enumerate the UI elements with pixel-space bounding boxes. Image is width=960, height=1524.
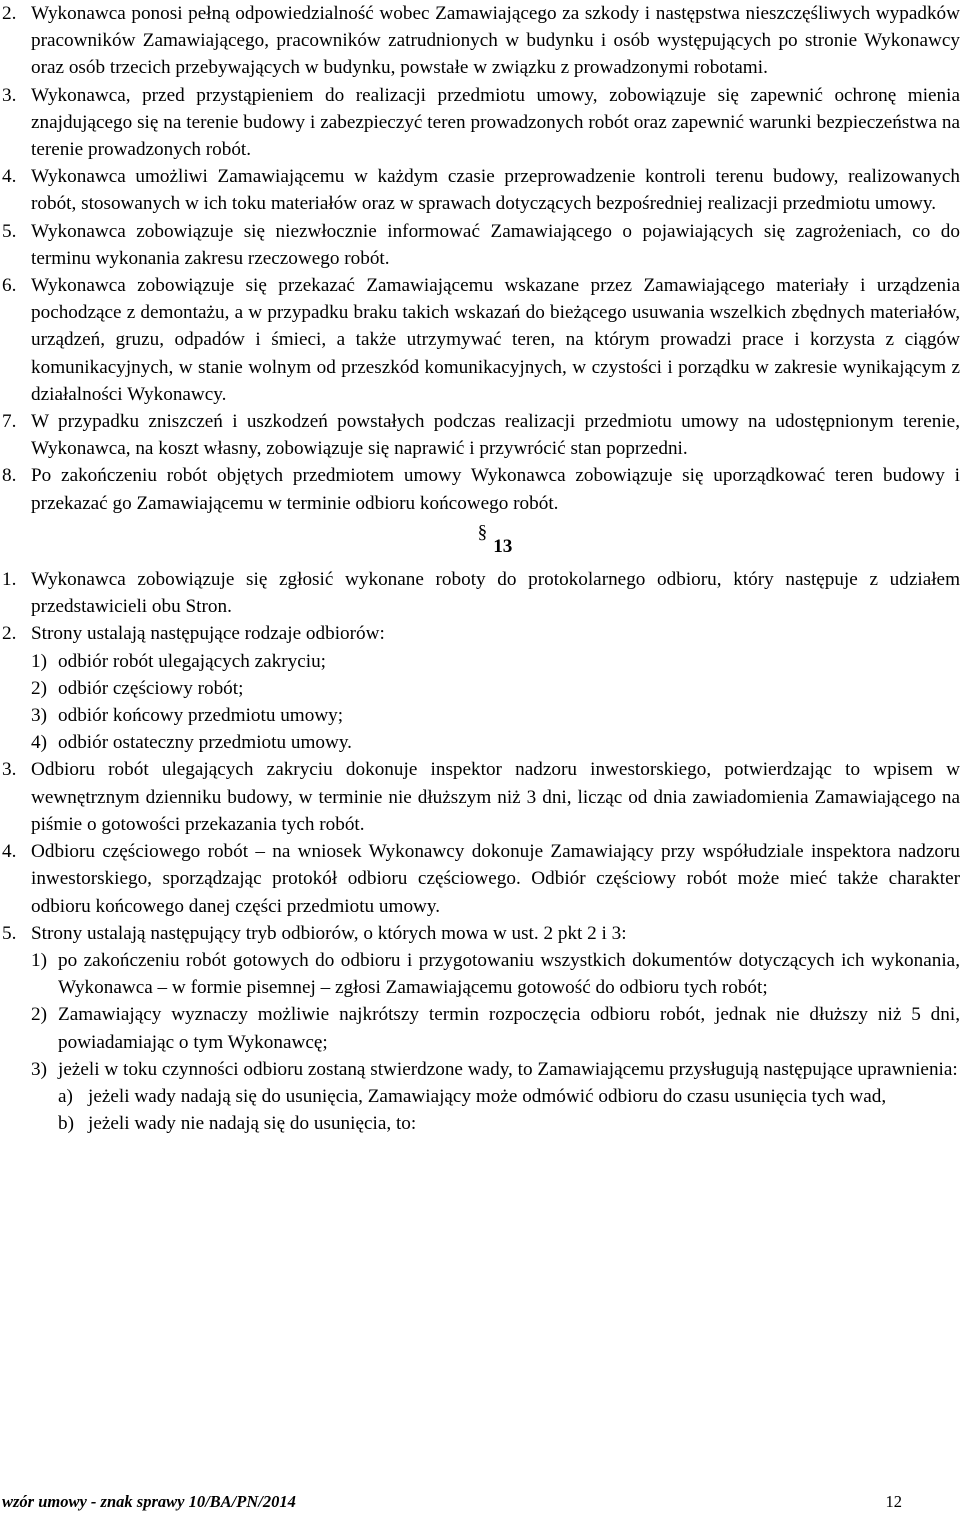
sub-item-text: po zakończeniu robót gotowych do odbioru i przygotowaniu wszystkich dokumentów dotyczących ich wykonania, Wykonawca – w formie pisemnej – zgłosi Zamawiającemu gotowość do odbioru tych robót; [58, 949, 960, 999]
sub-item-number: 4) [31, 732, 47, 754]
list-item [0, 0, 960, 82]
letter-item-marker: b) [58, 1113, 74, 1135]
list-item [0, 408, 960, 462]
item-number: 3. [2, 84, 17, 106]
letter-item-marker: a) [58, 1085, 73, 1107]
list-item [0, 920, 960, 947]
page-footer [2, 1491, 902, 1513]
sub-item [31, 1001, 960, 1055]
item-number: 5. [2, 922, 17, 944]
sub-item [31, 648, 960, 675]
sub-item-text: Zamawiający wyznaczy możliwie najkrótszy termin rozpoczęcia odbioru robót, jednak nie dłuższy niż 5 dni, powiadamiając o tym Wykonawcę; [58, 1004, 960, 1053]
sub-item-number: 3) [31, 705, 47, 727]
letter-item-text: jeżeli wady nie nadają się do usunięcia, to: [88, 1113, 417, 1135]
sub-item [31, 1056, 960, 1083]
item-number: 8. [2, 465, 17, 487]
sub-item-text: odbiór częściowy robót; [58, 677, 244, 699]
section-number: 13 [493, 535, 513, 557]
list-item [0, 620, 960, 647]
sub-item [31, 729, 960, 756]
item-number: 4. [2, 841, 17, 863]
list-item [0, 218, 960, 272]
sub-item-number: 2) [31, 1004, 47, 1026]
item-text: Wykonawca zobowiązuje się przekazać Zamawiającemu wskazane przez Zamawiającego materiały i urządzenia pochodzące z demontażu, a w przypadku braku takich wskazań do bieżącego usuwania wszelkich zbędnych materiałów, urządzeń, gruzu, odpadów i śmieci, a także utrzymywać teren, na którym prowadzi prace i korzysta z ciągów komunikacyjnych, w stanie wolnym od przeszkód komunikacyjnych, w czystości i porządku w zakresie wynikającym z działalności Wykonawcy. [31, 275, 960, 405]
list-item [0, 838, 960, 920]
item-text: Wykonawca ponosi pełną odpowiedzialność wobec Zamawiającego za szkody i następstwa nieszczęśliwych wypadków pracowników Zamawiającego, pracowników zatrudnionych w budynku i osób występujących po stronie Wykonawcy oraz osób trzecich przebywających w budynku, powstałe w związku z prowadzonymi robotami. [31, 3, 960, 79]
sub-item [31, 702, 960, 729]
sub-item [31, 675, 960, 702]
item-number: 5. [2, 220, 17, 242]
item-text: W przypadku zniszczeń i uszkodzeń powstałych podczas realizacji przedmiotu umowy na udostępnionym terenie, Wykonawca, na koszt własny, zobowiązuje się naprawić i przywrócić stan poprzedni. [31, 411, 960, 460]
item-text: Po zakończeniu robót objętych przedmiotem umowy Wykonawca zobowiązuje się uporządkować teren budowy i przekazać go Zamawiającemu w terminie odbioru końcowego robót. [31, 465, 960, 514]
section-symbol: § [477, 521, 488, 543]
sub-item [31, 947, 960, 1001]
item-number: 4. [2, 166, 17, 188]
item-number: 2. [2, 3, 17, 24]
list-item [0, 82, 960, 164]
letter-item [58, 1110, 960, 1137]
section-heading [0, 521, 960, 560]
sub-item-text: odbiór robót ulegających zakryciu; [58, 650, 326, 672]
item-number: 7. [2, 411, 17, 433]
list-item [0, 163, 960, 217]
page-number: 12 [885, 1492, 902, 1511]
item-text: Odbioru częściowego robót – na wniosek Wykonawcy dokonuje Zamawiający przy współudziale inspektora nadzoru inwestorskiego, sporządzając protokół odbioru częściowego. Odbiór częściowy robót może mieć także charakter odbioru końcowego danej części przedmiotu umowy. [31, 841, 960, 917]
sub-item-text: odbiór końcowy przedmiotu umowy; [58, 705, 344, 727]
sub-item-text: jeżeli w toku czynności odbioru zostaną stwierdzone wady, to Zamawiającemu przysługują następujące uprawnienia: [58, 1058, 958, 1080]
sub-item-text: odbiór ostateczny przedmiotu umowy. [58, 732, 352, 754]
item-number: 1. [2, 569, 17, 591]
item-text: Wykonawca zobowiązuje się zgłosić wykonane roboty do protokolarnego odbioru, który następuje z udziałem przedstawicieli obu Stron. [31, 569, 960, 618]
item-text: Odbioru robót ulegających zakryciu dokonuje inspektor nadzoru inwestorskiego, potwierdzając to wpisem w wewnętrznym dzienniku budowy, w terminie nie dłuższym niż 3 dni, licząc od dnia zawiadomienia Zamawiającego na piśmie o gotowości przekazania tych robót. [31, 759, 960, 835]
sub-item-number: 3) [31, 1058, 47, 1080]
item-text: Wykonawca, przed przystąpieniem do realizacji przedmiotu umowy, zobowiązuje się zapewnić ochronę mienia znajdującego się na terenie budowy i zabezpieczyć teren prowadzonych robót oraz zapewnić warunki bezpieczeństwa na terenie prowadzonych robót. [31, 84, 960, 161]
item-text: Wykonawca zobowiązuje się niezwłocznie informować Zamawiającego o pojawiających się zagrożeniach, co do terminu wykonania zakresu rzeczowego robót. [31, 220, 960, 269]
list-item [0, 462, 960, 516]
item-text: Strony ustalają następujący tryb odbiorów, o których mowa w ust. 2 pkt 2 i 3: [31, 922, 627, 944]
footer-reference: wzór umowy - znak sprawy 10/BA/PN/2014 [2, 1492, 296, 1511]
item-text: Strony ustalają następujące rodzaje odbiorów: [31, 623, 385, 645]
sub-item-number: 1) [31, 949, 47, 971]
item-number: 6. [2, 275, 17, 297]
item-text: Wykonawca umożliwi Zamawiającemu w każdym czasie przeprowadzenie kontroli terenu budowy, realizowanych robót, stosowanych w ich toku materiałów oraz w sprawach dotyczących bezpośredniej realizacji przedmiotu umowy. [31, 166, 960, 215]
list-item [0, 756, 960, 838]
letter-item-text: jeżeli wady nadają się do usunięcia, Zamawiający może odmówić odbioru do czasu usunięcia tych wad, [88, 1085, 887, 1107]
item-number: 3. [2, 759, 17, 781]
item-number: 2. [2, 623, 17, 645]
sub-item-number: 1) [31, 650, 47, 672]
letter-item [58, 1083, 960, 1110]
list-item [0, 272, 960, 408]
sub-item-number: 2) [31, 677, 47, 699]
list-item [0, 566, 960, 620]
